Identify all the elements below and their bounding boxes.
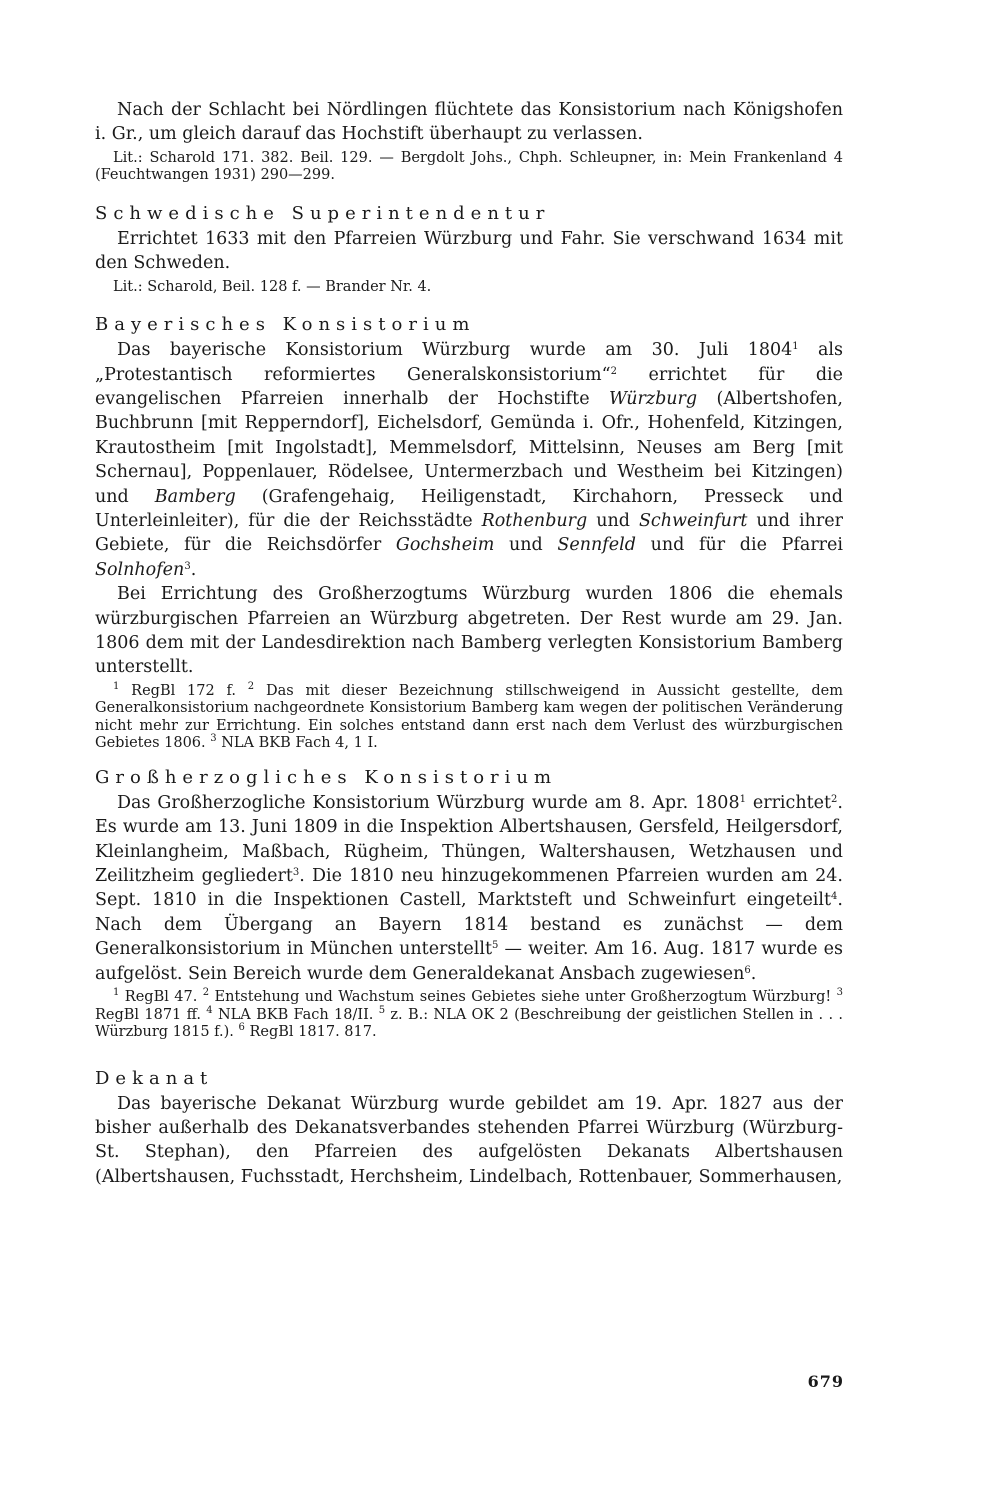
section2-paragraph-1: Das bayerische Konsistorium Würzburg wurde am 30. Juli 1804$^1$ als „Protestantisch reformiertes Generalskonsistorium“$^2$ errichtet für die evangelischen Pfarreien innerhalb der Hochstifte Würzburg (Albertshofen, Buchbrunn [mit Repperndorf], Eichelsdorf, Gemünda i. Ofr., Hohenfeld, Kitzingen, Krautostheim [mit Ingolstadt], Memmelsdorf, Mittelsinn, Neuses am Berg [mit Schernau], Poppenlauer, Rödelsee, Untermerzbach und Westheim bei Kitzingen) und Bamberg (Grafengehaig, Heiligenstadt, Kirchahorn, Presseck und Unterleinleiter), für die der Reichsstädte Rothenburg und Schweinfurt und ihrer Gebiete, für die Reichsdörfer Gochsheim und Sennfeld und für die Pfarrei Solnhofen$^3$. (95, 340, 843, 580)
footnote-ref: 2 (831, 793, 838, 805)
footnote-ref: 2 (610, 365, 617, 377)
section-heading-bayerisches-konsistorium: Bayerisches Konsistorium (95, 314, 476, 336)
section2-footnotes: $^1$ RegBl 172 f. $^2$ Das mit dieser Bezeichnung stillschweigend in Aussicht gestellte, dem Generalkonsistorium nachgeordnete Konsistorium Bamberg kam wegen der politischen Veränderung nicht mehr zur Errichtung. Ein solches entstand dann erst nach dem Verlust des würzburgischen Gebietes 1806. $^3$ NLA BKB Fach 4, 1 I. (95, 680, 843, 752)
section1-literature: Lit.: Scharold, Beil. 128 f. — Brander Nr. 4. (113, 278, 432, 295)
intro-literature: Lit.: Scharold 171. 382. Beil. 129. — Bergdolt Johs., Chph. Schleupner, in: Mein Frankenland 4 (Feuchtwangen 1931) 290—299. (95, 149, 843, 184)
section1-paragraph: Errichtet 1633 mit den Pfarreien Würzburg und Fahr. Sie verschwand 1634 mit den Schweden. (95, 228, 843, 274)
footnote-ref: 3 (184, 560, 191, 572)
intro-paragraph: Nach der Schlacht bei Nördlingen flüchtete das Konsistorium nach Königshofen i. Gr., um gleich darauf das Hochstift überhaupt zu verlassen. (95, 100, 843, 145)
footnote-ref: 1 (792, 341, 799, 353)
section4-paragraph: Das bayerische Dekanat Würzburg wurde gebildet am 19. Apr. 1827 aus der bisher außerhalb des Dekanatsverbandes stehenden Pfarrei Würzburg (Würzburg-St. Stephan), den Pfarreien des aufgelösten Dekanats Albertshausen (Albertshausen, Fuchsstadt, Herchsheim, Lindelbach, Rottenbauer, Sommerhausen, (95, 1093, 843, 1187)
footnote-ref: 1 (739, 793, 746, 805)
section-spacer (95, 1042, 843, 1054)
section-heading-dekanat: Dekanat (95, 1067, 214, 1089)
footnote-ref: 5 (492, 940, 499, 952)
section-heading-schwedische-superintendentur: Schwedische Superintendentur (95, 202, 551, 224)
footnote-ref: 6 (744, 964, 751, 976)
section3-footnotes: $^1$ RegBl 47. $^2$ Entstehung und Wachstum seines Gebietes siehe unter Großherzogtum Würzburg! $^3$ RegBl 1871 ff. $^4$ NLA BKB Fach 18/II. $^5$ z. B.: NLA OK 2 (Beschreibung der geistlichen Stellen in . . . Würzburg 1815 f.). $^6$ RegBl 1817. 817. (95, 987, 843, 1041)
page-number: 679 (807, 1372, 844, 1391)
section3-paragraph-1: Das Großherzogliche Konsistorium Würzburg wurde am 8. Apr. 1808$^1$ errichtet$^2$. Es wurde am 13. Juni 1809 in die Inspektion Albertshausen, Gersfeld, Heilgersdorf, Kleinlangheim, Maßbach, Rügheim, Thüngen, Waltershausen, Wetzhausen und Zeilitzheim gegliedert$^3$. Die 1810 neu hinzugekommenen Pfarreien wurden am 24. Sept. 1810 in die Inspektionen Castell, Marktsteft und Schweinfurt eingeteilt$^4$. Nach dem Übergang an Bayern 1814 bestand es zunächst — dem Generalkonsistorium in München unterstellt$^5$ — weiter. Am 16. Aug. 1817 wurde es aufgelöst. Sein Bereich wurde dem Generaldekanat Ansbach zugewiesen$^6$. (95, 792, 843, 984)
section2-paragraph-2: Bei Errichtung des Großherzogtums Würzburg wurden 1806 die ehemals würzburgischen Pfarreien an Würzburg abgetreten. Der Rest wurde am 29. Jan. 1806 dem mit der Landesdirektion nach Bamberg verlegten Konsistorium Bamberg unterstellt. (95, 584, 843, 678)
footnote-ref: 4 (831, 891, 838, 903)
section-heading-grossherzogliches-konsistorium: Großherzogliches Konsistorium (95, 766, 558, 788)
footnote-ref: 3 (292, 867, 300, 879)
page-content (95, 98, 843, 1189)
